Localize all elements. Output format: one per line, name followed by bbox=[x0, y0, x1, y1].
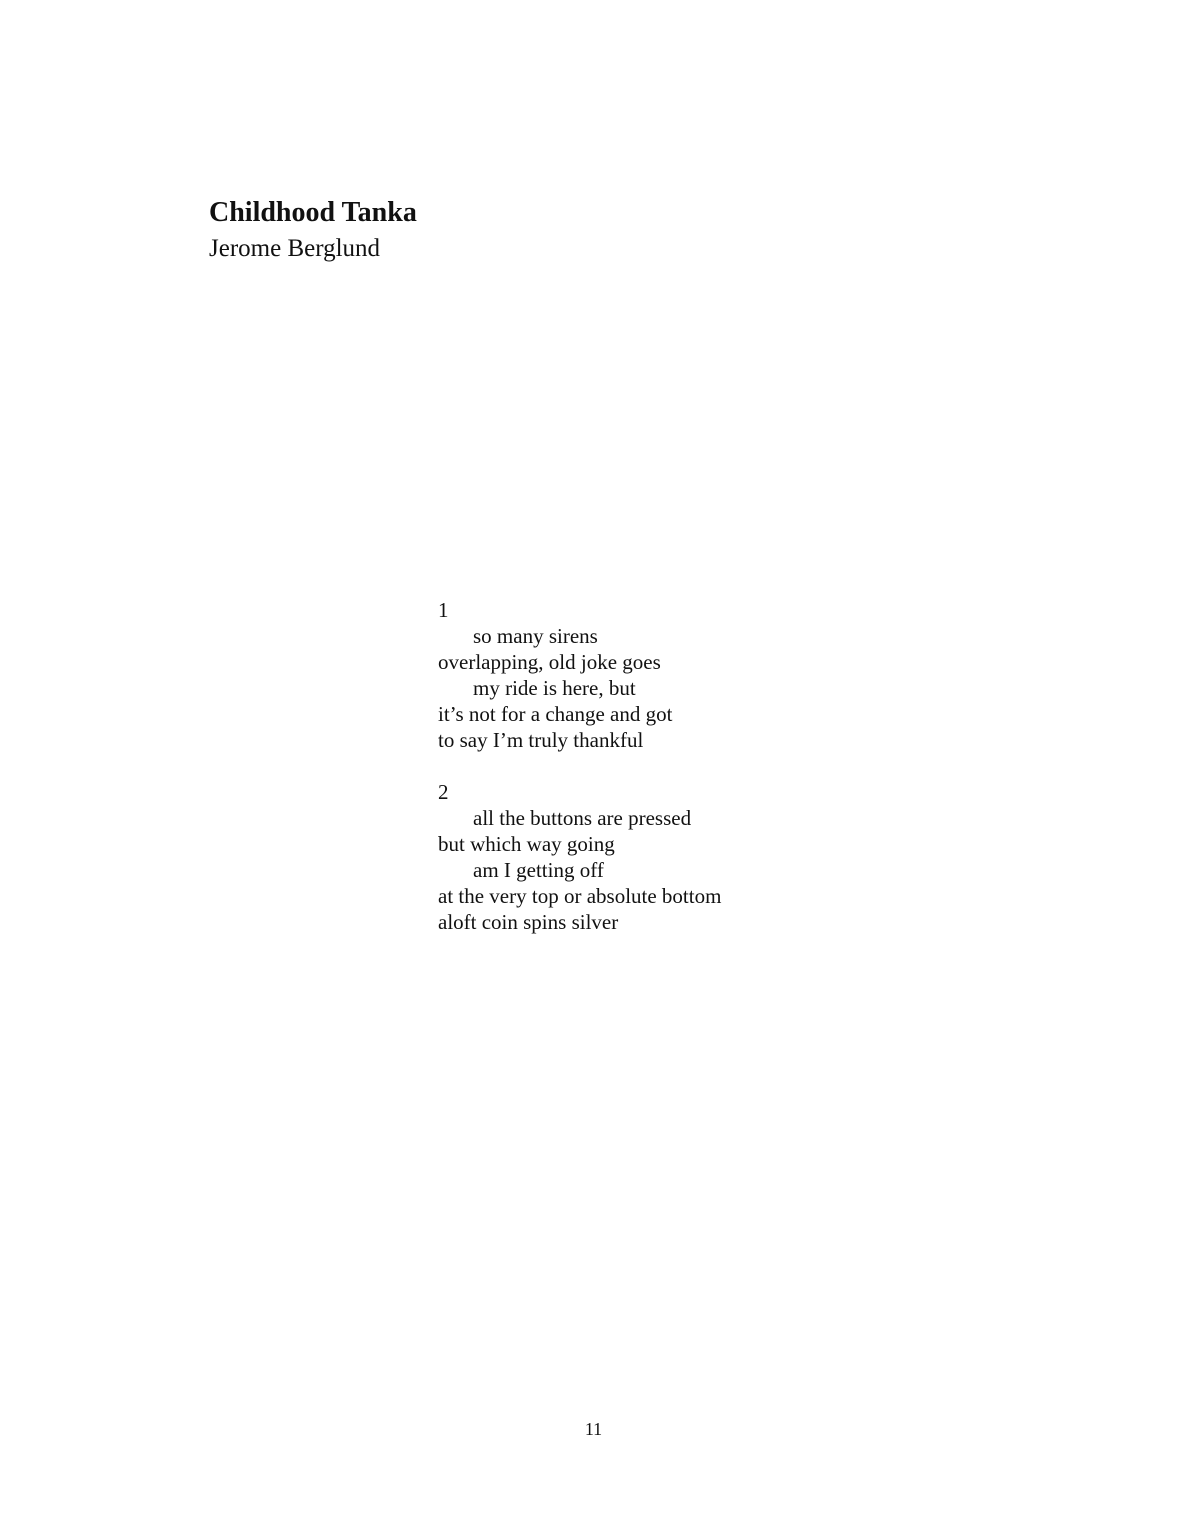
poem-line: but which way going bbox=[438, 832, 615, 856]
poem-line: all the buttons are pressed bbox=[473, 806, 692, 830]
page-number: 11 bbox=[584, 1419, 603, 1439]
poem-line: aloft coin spins silver bbox=[438, 910, 619, 934]
stanza-number: 1 bbox=[438, 598, 449, 622]
poem-line: am I getting off bbox=[473, 858, 604, 882]
poem-line: my ride is here, but bbox=[473, 676, 636, 700]
poem-body bbox=[438, 597, 938, 961]
poem-line: at the very top or absolute bottom bbox=[438, 884, 722, 908]
poem-line: it’s not for a change and got bbox=[438, 702, 673, 726]
stanza-1 bbox=[438, 597, 938, 753]
poem-line: overlapping, old joke goes bbox=[438, 650, 661, 674]
stanza-number: 2 bbox=[438, 780, 449, 804]
stanza-2 bbox=[438, 779, 938, 935]
poem-author: Jerome Berglund bbox=[209, 235, 381, 262]
poem-title: Childhood Tanka bbox=[209, 197, 417, 228]
poem-line: to say I’m truly thankful bbox=[438, 728, 644, 752]
poem-line: so many sirens bbox=[473, 624, 598, 648]
